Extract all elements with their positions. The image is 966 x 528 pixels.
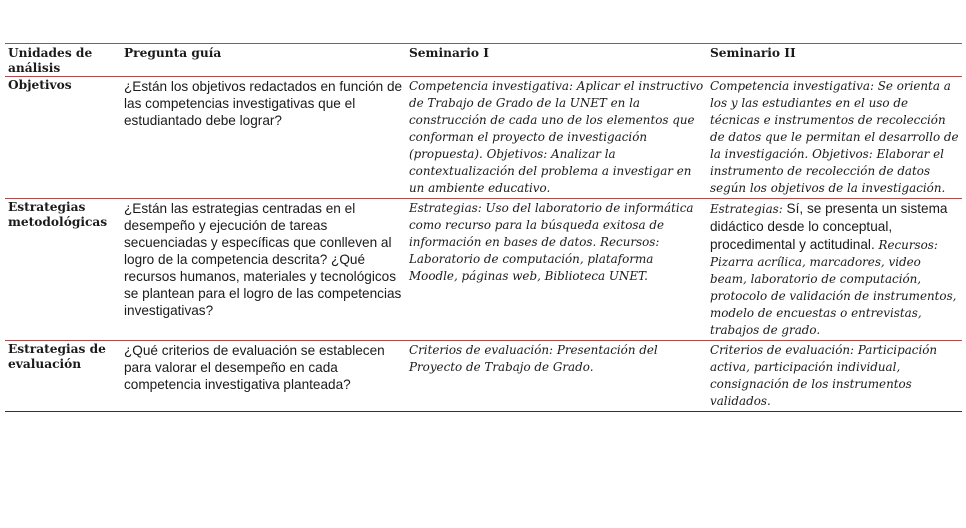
header-seminar-1: Seminario I	[409, 46, 489, 60]
table-row	[5, 341, 962, 412]
seminar-2-strategies-plain: Sí, se presenta un sistema didáctico desde lo conceptual, procedimental y actitudinal.	[710, 201, 948, 252]
analysis-table-container	[5, 43, 962, 412]
analysis-table	[5, 43, 962, 412]
unit-objectives: Objetivos	[8, 78, 72, 92]
table-header-row	[5, 44, 962, 77]
seminar-1-objectives: Competencia investigativa: Aplicar el instructivo de Trabajo de Grado de la UNET en la construcción de cada uno de los elementos que conforman el proyecto de investigación (propuesta). Objetivos: Analizar la contextualización del problema a investigar en un ambiente educativo.	[409, 79, 704, 195]
header-seminar-2: Seminario II	[710, 46, 796, 60]
unit-evaluation-strategies: Estrategias de evaluación	[8, 342, 106, 371]
seminar-2-objectives: Competencia investigativa: Se orienta a los y las estudiantes en el uso de técnicas e instrumentos de recolección de datos que le permitan el desarrollo de la investigación. Objetivos: Elaborar el instrumento de recolección de datos según los objetivos de la investigación.	[710, 79, 959, 195]
question-objectives: ¿Están los objetivos redactados en función de las competencias investigativas que el estudiantado debe lograr?	[124, 79, 403, 128]
seminar-1-methodological-strategies: Estrategias: Uso del laboratorio de informática como recurso para la búsqueda exitosa de información en bases de datos. Recursos: Laboratorio de computación, plataforma Moodle, páginas web, Biblioteca UNET.	[409, 201, 694, 283]
question-methodological-strategies: ¿Están las estrategias centradas en el desempeño y ejecución de tareas secuenciadas y específicas que conlleven al logro de la competencia descrita? ¿Qué recursos humanos, materiales y tecnológicos se plantean para el logro de las competencias investigativas?	[124, 201, 402, 318]
header-question: Pregunta guía	[124, 46, 222, 60]
table-row	[5, 77, 962, 199]
header-units: Unidades de análisis	[8, 46, 93, 75]
seminar-2-methodological-strategies	[707, 199, 962, 341]
unit-methodological-strategies: Estrategias metodológicas	[8, 200, 108, 229]
question-evaluation-strategies: ¿Qué criterios de evaluación se establecen para valorar el desempeño en cada competencia investigativa planteada?	[124, 343, 385, 392]
seminar-2-strategies-lead: Estrategias:	[710, 202, 787, 216]
table-row	[5, 199, 962, 341]
seminar-2-evaluation-strategies: Criterios de evaluación: Participación activa, participación individual, consignación de los instrumentos validados.	[710, 343, 938, 408]
seminar-1-evaluation-strategies: Criterios de evaluación: Presentación del Proyecto de Trabajo de Grado.	[409, 343, 658, 374]
seminar-2-resources: Recursos: Pizarra acrílica, marcadores, video beam, laboratorio de computación, protocolo de validación de instrumentos, modelo de encuestas o entrevistas, trabajos de grado.	[710, 238, 957, 337]
